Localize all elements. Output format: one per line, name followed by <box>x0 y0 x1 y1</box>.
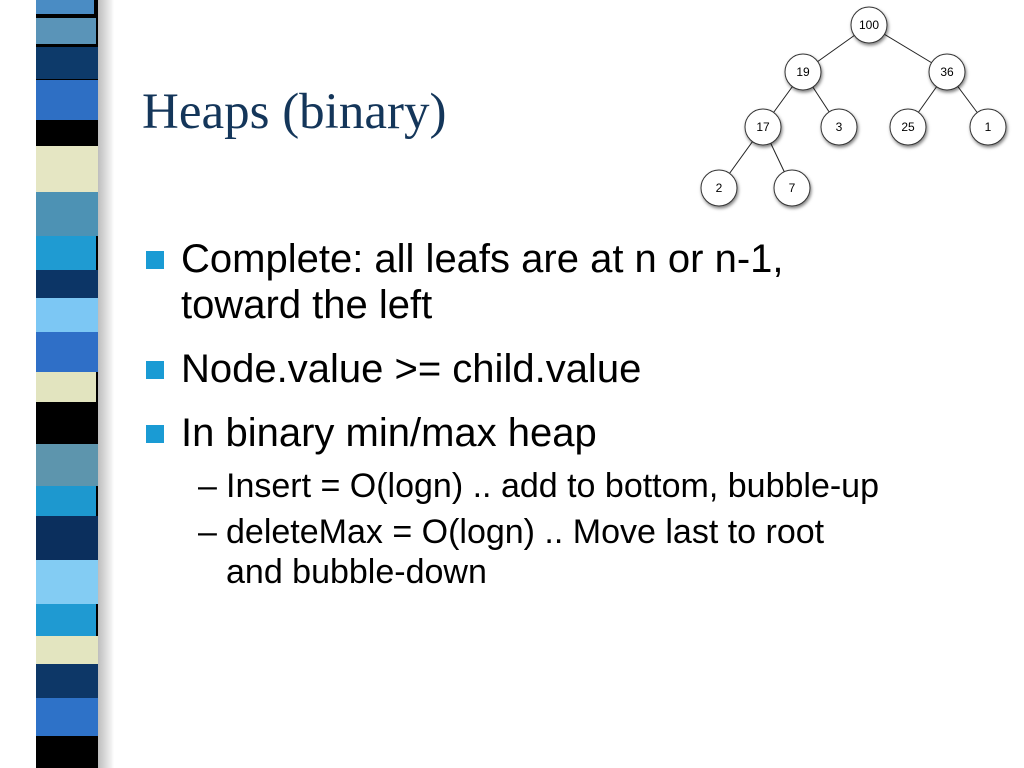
tree-node-label: 36 <box>940 65 954 79</box>
tree-node-label: 19 <box>796 65 810 79</box>
tree-node <box>745 109 781 145</box>
tree-node <box>774 170 810 206</box>
bullet-text: Node.value >= child.value <box>181 347 642 391</box>
bullet-list <box>142 236 1002 606</box>
square-bullet-icon <box>146 361 164 379</box>
tree-node-label: 2 <box>715 181 723 195</box>
tree-node-label: 25 <box>901 120 915 134</box>
sub-bullet-text-continuation: and bubble-down <box>226 553 487 591</box>
tree-node <box>851 7 887 43</box>
tree-node-label: 1 <box>984 120 992 134</box>
square-bullet-icon <box>146 425 164 443</box>
dash-bullet: – <box>198 513 217 551</box>
tree-nodes <box>701 7 1006 206</box>
tree-node <box>970 109 1006 145</box>
tree-node-label: 100 <box>858 18 880 32</box>
tree-node <box>929 54 965 90</box>
tree-node <box>821 109 857 145</box>
tree-node <box>701 170 737 206</box>
tree-node-label: 3 <box>835 120 843 134</box>
bullet-text-continuation: toward the left <box>181 283 433 327</box>
tree-edges <box>719 25 988 188</box>
bullet-item <box>142 346 1002 392</box>
bullet-text: Complete: all leafs are at n or n-1, <box>181 237 784 281</box>
tree-node <box>785 54 821 90</box>
bullet-item <box>142 410 1002 456</box>
dash-bullet: – <box>198 467 217 505</box>
sub-bullet-item <box>142 512 1002 592</box>
sub-bullet-item <box>142 466 1002 506</box>
sub-bullet-text: Insert = O(logn) .. add to bottom, bubble-up <box>226 467 879 505</box>
slide-title: Heaps (binary) <box>142 84 447 140</box>
bullet-item <box>142 236 1002 328</box>
bullet-text: In binary min/max heap <box>181 411 597 455</box>
tree-node-label: 17 <box>756 120 770 134</box>
sub-bullet-text: deleteMax = O(logn) .. Move last to root <box>226 513 825 551</box>
tree-node-label: 7 <box>788 181 796 195</box>
tree-node <box>890 109 926 145</box>
square-bullet-icon <box>146 251 164 269</box>
